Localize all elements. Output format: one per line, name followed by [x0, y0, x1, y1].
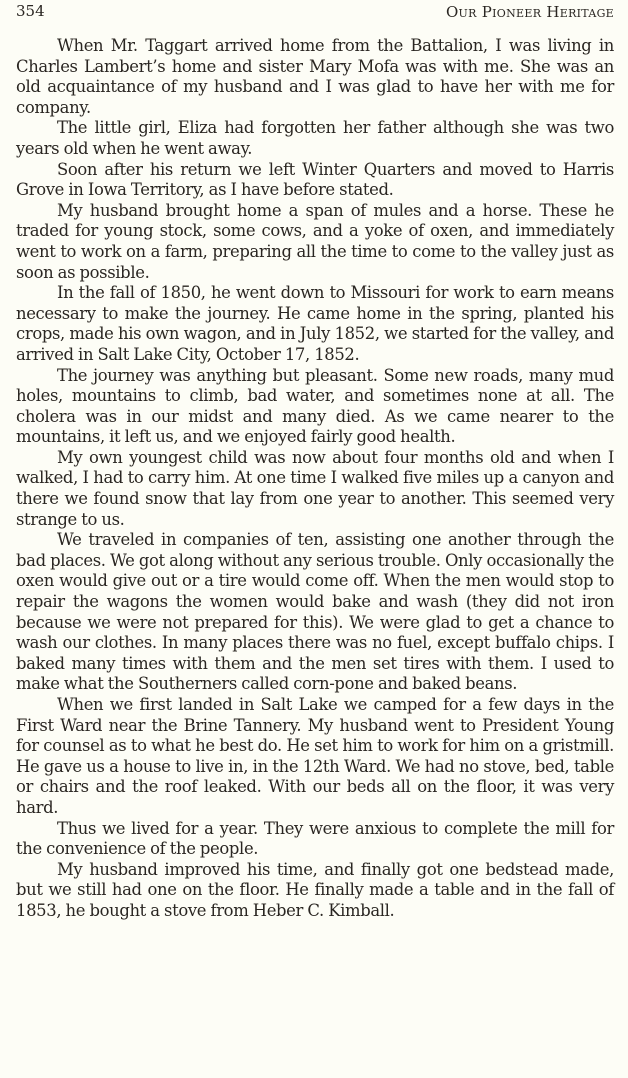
- page-header: [16, 0, 614, 24]
- paragraph: The little girl, Eliza had forgotten her father although she was two years old when he went away.: [16, 118, 614, 158]
- body-text: [16, 36, 614, 922]
- paragraph: When we first landed in Salt Lake we camped for a few days in the First Ward near the Brine Tannery. My husband went to President Young for counsel as to what he best do. He set him to work for him on a gristmill. He gave us a house to live in, in the 12th Ward. We had no stove, bed, table or chairs and the roof leaked. With our beds all on the floor, it was very hard.: [16, 695, 614, 817]
- paragraph: When Mr. Taggart arrived home from the Battalion, I was living in Charles Lambert’s home and sister Mary Mofa was with me. She was an old acquaintance of my husband and I was glad to have her with me for company.: [16, 36, 614, 117]
- paragraph: We traveled in companies of ten, assisting one another through the bad places. We got along without any serious trouble. Only occasionally the oxen would give out or a tire would come off. When the men would stop to repair the wagons the women would bake and wash (they did not iron because we were not prepared for this). We were glad to get a chance to wash our clothes. In many places there was no fuel, except buffalo chips. I baked many times with them and the men set tires with them. I used to make what the Southerners called corn-pone and baked beans.: [16, 530, 614, 694]
- paragraph: Thus we lived for a year. They were anxious to complete the mill for the convenience of the people.: [16, 818, 614, 859]
- paragraph: My husband improved his time, and finally got one bedstead made, but we still had one on the floor. He finally made a table and in the fall of 1853, he bought a stove from Heber C. Kimball.: [16, 859, 614, 920]
- page-number: 354: [16, 2, 45, 20]
- running-head: Our Pioneer Heritage: [445, 3, 614, 21]
- paragraph: My husband brought home a span of mules and a horse. These he traded for young stock, some cows, and a yoke of oxen, and immediately went to work on a farm, preparing all the time to come to the valley just as soon as possible.: [16, 200, 614, 282]
- paragraph: Soon after his return we left Winter Quarters and moved to Harris Grove in Iowa Territory, as I have before stated.: [16, 159, 614, 200]
- paragraph: The journey was anything but pleasant. Some new roads, many mud holes, mountains to climb, bad water, and sometimes none at all. The cholera was in our midst and many died. As we came nearer to the mountains, it left us, and we enjoyed fairly good health.: [16, 365, 614, 447]
- paragraph: In the fall of 1850, he went down to Missouri for work to earn means necessary to make the journey. He came home in the spring, planted his crops, made his own wagon, and in July 1852, we started for the valley, and arrived in Salt Lake City, October 17, 1852.: [16, 283, 614, 364]
- paragraph: My own youngest child was now about four months old and when I walked, I had to carry him. At one time I walked five miles up a canyon and there we found snow that lay from one year to another. This seemed very strange to us.: [16, 447, 614, 529]
